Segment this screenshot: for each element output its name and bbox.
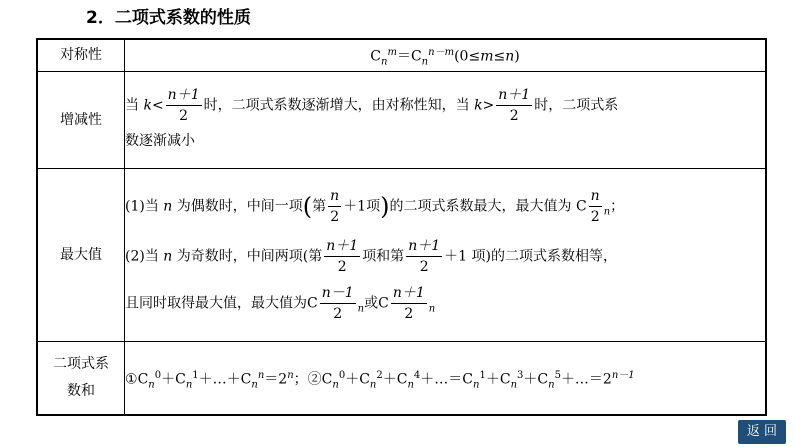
fraction: $\frac{n+1}{2}$ — [408, 237, 441, 275]
label-symmetry: 对称性 — [37, 39, 125, 72]
label-sum: 二项式系 数和 — [37, 342, 125, 416]
fraction: $\frac{n+1}{2}$ — [326, 237, 359, 275]
fraction: $\frac{n+1}{2}$ — [498, 86, 531, 124]
symmetry-formula: $C_n^m=C_n^{n-m}(0\le m\le n)$ — [125, 39, 767, 72]
maximum-text: (1)当 n 为偶数时，中间一项(第 $\frac{n}{2}$ ＋1项)的二项式系数最大，最大值为 C $\frac{n}{2}$ $_n$； (2)当 n 为奇数时，中间两项(第 $\frac{n+1}{2}$ 项和第 $\frac{n+1}{2}$ ＋1 项)的二项式系数相等， 且同时取得最大值，最大值为C $\frac{n-1}{2}$ $_n$或C $\frac{n+1}{2}$ $_n$ — [125, 169, 767, 342]
row-monotonicity — [37, 72, 766, 169]
sum-formula: $①C_n^0+C_n^1+\dots+C_n^n=2^n$；$②C_n^0+C_n^2+C_n^4+\dots=C_n^1+C_n^3+C_n^5+\dots=2^{n-1}$ — [125, 342, 767, 416]
label-maximum: 最大值 — [37, 169, 125, 342]
row-maximum — [37, 169, 766, 342]
fraction: $\frac{n}{2}$ — [330, 188, 340, 226]
section-title: 2．二项式系数的性质 — [86, 8, 251, 28]
row-sum — [37, 342, 766, 416]
properties-table — [36, 38, 767, 416]
fraction: $\frac{n-1}{2}$ — [321, 284, 354, 322]
row-symmetry — [37, 39, 766, 72]
fraction: $\frac{n+1}{2}$ — [167, 86, 200, 124]
label-monotonicity: 增减性 — [37, 72, 125, 169]
monotonicity-text: 当 k< $\frac{n+1}{2}$ 时，二项式系数逐渐增大，由对称性知，当 k> $\frac{n+1}{2}$ 时，二项式系 数逐渐减小 — [125, 72, 767, 169]
fraction: $\frac{n+1}{2}$ — [392, 284, 425, 322]
fraction: $\frac{n}{2}$ — [590, 188, 600, 226]
back-button[interactable]: 返 回 — [738, 420, 786, 444]
